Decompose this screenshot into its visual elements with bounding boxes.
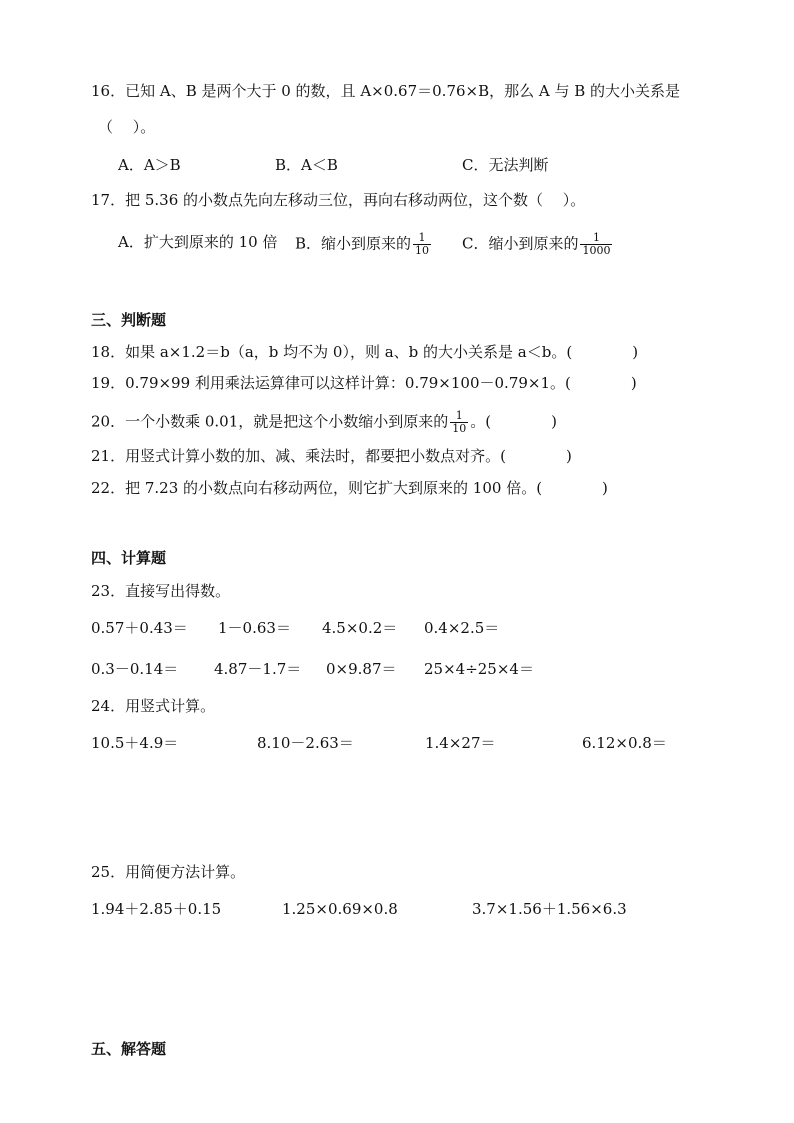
question-20-tail: 。( ): [470, 412, 557, 431]
question-17-option-a: A．扩大到原来的 10 倍: [118, 233, 278, 251]
fraction-numerator: 1: [413, 232, 431, 245]
question-17-option-c: [462, 232, 614, 257]
calc-item: 25×4÷25×4＝: [424, 660, 534, 678]
fraction-one-thousandth: [580, 232, 612, 257]
vertical-calc-item: 6.12×0.8＝: [582, 734, 667, 752]
question-17-text: 17．把 5.36 的小数点先向左移动三位，再向右移动两位，这个数（ ）。: [91, 191, 586, 209]
question-17-option-b-label: B．缩小到原来的: [295, 234, 412, 253]
question-16-answer-paren: （ ）。: [98, 118, 156, 136]
section-3-title: 三、判断题: [91, 311, 167, 329]
vertical-calc-item: 8.10－2.63＝: [257, 734, 354, 752]
question-20-label: 20．一个小数乘 0.01，就是把这个小数缩小到原来的: [91, 412, 449, 431]
calc-item: 0.57＋0.43＝: [91, 619, 188, 637]
simplify-calc-item: 1.94＋2.85＋0.15: [91, 900, 222, 918]
calc-item: 4.87－1.7＝: [214, 660, 302, 678]
question-16-option-c: C．无法判断: [462, 156, 549, 174]
fraction-denominator: 10: [452, 422, 467, 435]
fraction-denominator: 1000: [582, 244, 611, 257]
fraction-numerator: 1: [450, 410, 468, 423]
fraction-denominator: 10: [415, 244, 430, 257]
fraction-one-tenth: [450, 410, 468, 435]
question-17-option-c-label: C．缩小到原来的: [462, 234, 579, 253]
question-24-text: 24．用竖式计算。: [91, 697, 216, 715]
question-22-text: 22．把 7.23 的小数点向右移动两位，则它扩大到原来的 100 倍。( ): [91, 479, 608, 497]
calc-item: 0.3－0.14＝: [91, 660, 179, 678]
calc-item: 0×9.87＝: [326, 660, 397, 678]
vertical-calc-item: 10.5＋4.9＝: [91, 734, 179, 752]
question-20-text: [91, 410, 557, 435]
question-21-text: 21．用竖式计算小数的加、减、乘法时，都要把小数点对齐。( ): [91, 447, 572, 465]
question-25-text: 25．用简便方法计算。: [91, 863, 246, 881]
simplify-calc-item: 3.7×1.56＋1.56×6.3: [472, 900, 627, 918]
calc-item: 4.5×0.2＝: [322, 619, 398, 637]
simplify-calc-item: 1.25×0.69×0.8: [282, 900, 398, 918]
vertical-calc-item: 1.4×27＝: [425, 734, 496, 752]
calc-item: 1－0.63＝: [218, 619, 291, 637]
section-4-title: 四、计算题: [91, 549, 167, 567]
fraction-numerator: 1: [580, 232, 612, 245]
question-23-text: 23．直接写出得数。: [91, 582, 231, 600]
question-16-text: 16．已知 A、B 是两个大于 0 的数，且 A×0.67＝0.76×B，那么 A 与 B 的大小关系是: [91, 82, 681, 100]
question-17-option-b: [295, 232, 433, 257]
section-5-title: 五、解答题: [91, 1040, 167, 1058]
question-18-text: 18．如果 a×1.2＝b（a，b 均不为 0），则 a、b 的大小关系是 a＜b。( ): [91, 343, 639, 361]
question-16-option-a: A．A＞B: [118, 156, 181, 174]
fraction-one-tenth: [413, 232, 431, 257]
question-19-text: 19．0.79×99 利用乘法运算律可以这样计算：0.79×100－0.79×1。( ): [91, 374, 637, 392]
question-16-option-b: B．A＜B: [275, 156, 338, 174]
calc-item: 0.4×2.5＝: [424, 619, 500, 637]
